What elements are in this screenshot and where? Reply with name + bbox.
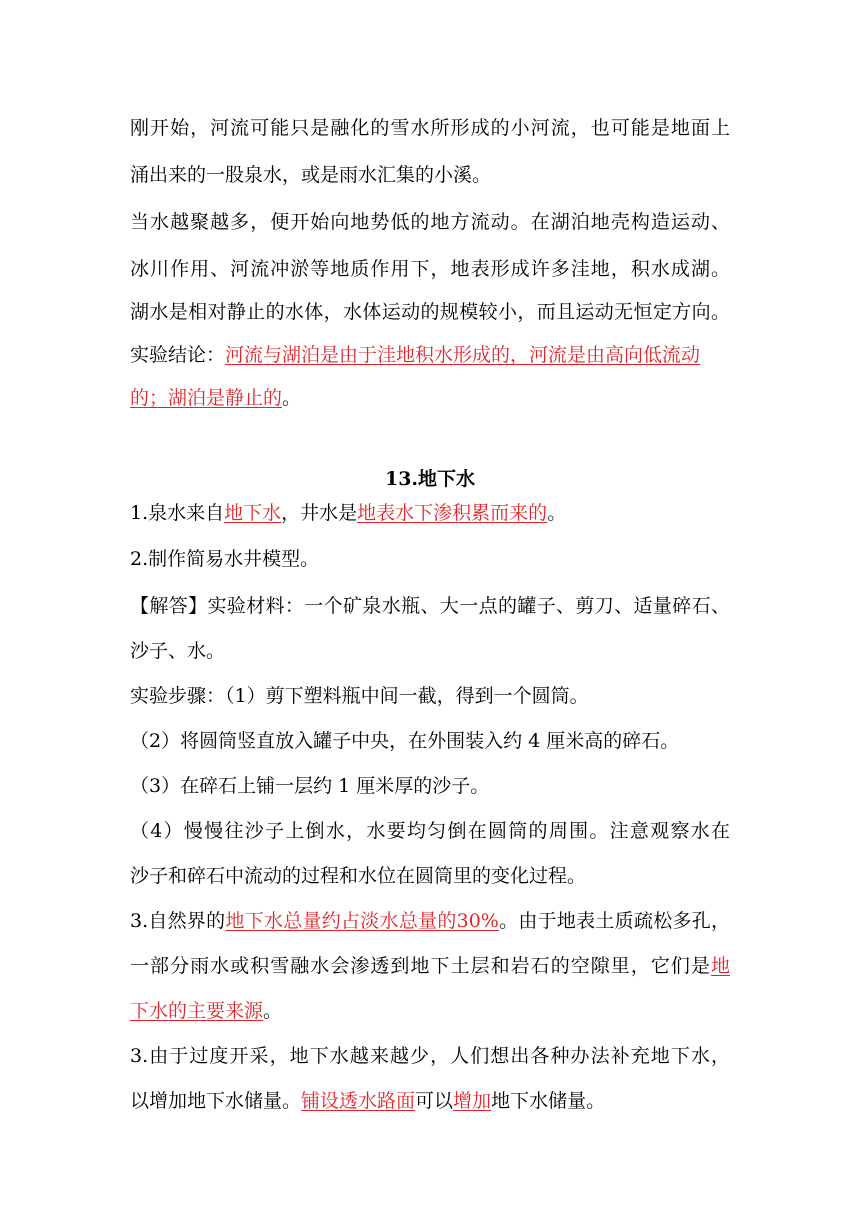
step-line: （4）慢慢往沙子上倒水，水要均匀倒在圆筒的周围。注意观察水在	[130, 820, 730, 842]
question-text: 。由于地表土质疏松多孔，	[498, 910, 730, 932]
question-line	[130, 1088, 605, 1114]
question-line	[130, 953, 730, 979]
question-line: 2.制作简易水井模型。	[130, 548, 320, 570]
paragraph-line: 刚开始，河流可能只是融化的雪水所形成的小河流，也可能是地面上	[130, 117, 730, 139]
paragraph-line: 涌出来的一股泉水，或是雨水汇集的小溪。	[130, 164, 492, 186]
question-text: 可以	[415, 1090, 454, 1112]
question-line	[130, 908, 730, 934]
conclusion-answer: 河流与湖泊是由于洼地积水形成的，河流是由高向低流动	[225, 344, 701, 366]
question-line	[130, 500, 566, 526]
step-line: 实验步骤：（1）剪下塑料瓶中间一截，得到一个圆筒。	[130, 685, 589, 707]
question-text: 以增加地下水储量。	[130, 1090, 302, 1112]
conclusion-answer: 的；湖泊是静止的	[130, 387, 283, 409]
answer-line: 沙子、水。	[130, 640, 226, 662]
question-line	[130, 998, 282, 1024]
answer-blank: 地下水总量约占淡水总量的30%	[225, 910, 499, 932]
answer-blank: 地	[710, 955, 730, 977]
question-text: 。	[263, 1000, 283, 1022]
conclusion-end: 。	[282, 387, 302, 409]
question-text: 3.自然界的	[130, 910, 226, 932]
conclusion-line	[130, 342, 700, 368]
question-text: 地下水储量。	[491, 1090, 606, 1112]
question-text: 。	[547, 502, 567, 524]
question-text: ，井水是	[281, 502, 358, 524]
answer-blank: 地下水	[224, 502, 282, 524]
question-text: 1.泉水来自	[130, 502, 225, 524]
paragraph-line: 冰川作用、河流冲淤等地质作用下，地表形成许多洼地，积水成湖。	[130, 258, 730, 280]
step-line: （3）在碎石上铺一层约 1 厘米厚的沙子。	[130, 775, 490, 797]
question-line: 3.由于过度开采，地下水越来越少，人们想出各种办法补充地下水，	[130, 1045, 730, 1067]
answer-blank: 增加	[453, 1090, 492, 1112]
conclusion-label: 实验结论：	[130, 344, 226, 366]
step-line: 沙子和碎石中流动的过程和水位在圆筒里的变化过程。	[130, 865, 587, 887]
section-title: 13.地下水	[384, 468, 476, 490]
paragraph-line: 当水越聚越多，便开始向地势低的地方流动。在湖泊地壳构造运动、	[130, 211, 730, 233]
question-text: 一部分雨水或积雪融水会渗透到地下土层和岩石的空隙里，它们是	[130, 955, 711, 977]
paragraph-line: 湖水是相对静止的水体，水体运动的规模较小，而且运动无恒定方向。	[130, 301, 730, 323]
step-line: （2）将圆筒竖直放入罐子中央，在外围装入约 4 厘米高的碎石。	[130, 730, 680, 752]
conclusion-line	[130, 385, 301, 411]
answer-blank: 铺设透水路面	[301, 1090, 416, 1112]
answer-line: 【解答】实验材料：一个矿泉水瓶、大一点的罐子、剪刀、适量碎石、	[130, 595, 730, 617]
answer-blank: 下水的主要来源	[130, 1000, 264, 1022]
answer-blank: 地表水下渗积累而来的	[357, 502, 548, 524]
